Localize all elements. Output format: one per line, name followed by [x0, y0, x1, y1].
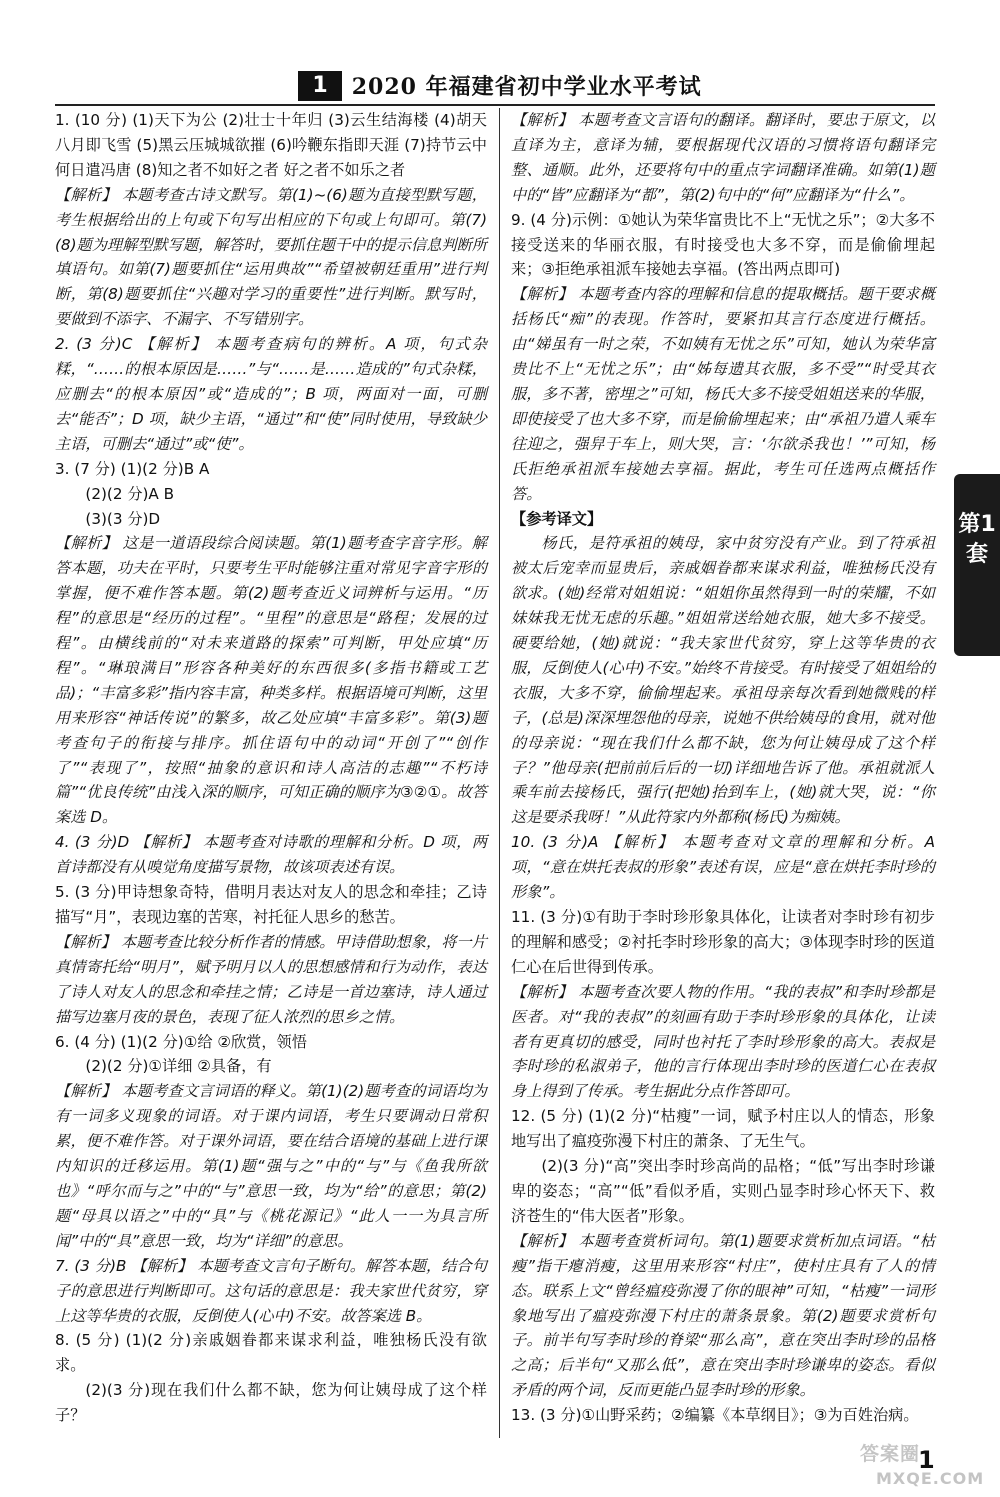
answer-5: 5. (3 分)甲诗想象奇特，借明月表达对友人的思念和牵挂；乙诗描写“月”，表现边塞的苦寒，衬托征人思乡的愁苦。 — [55, 883, 487, 926]
answer-11: 11. (3 分)①有助于李时珍形象具体化，让读者对李时珍有初步的理解和感受；②衬托李时珍形象的高大；③体现李时珍的医道仁心在后世得到传承。 — [511, 908, 935, 976]
right-column — [511, 108, 935, 1428]
analysis-6: 【解析】 本题考查文言词语的释义。第(1)(2)题考查的词语均为有一词多义现象的词语。对于课内词语，考生只要调动日常积累，便不难作答。对于课外词语，要在结合语境的基础上进行课内知识的迁移运用。第(1)题“强与之”中的“与”与《鱼我所欲也》“呼尔而与之”中的“与”意思一致，均为“给”的意思；第(2)题“母具以语之”中的“具”与《桃花源记》“此人一一为具言所闻”中的“具”意思一致，均为“详细”的意思。 — [55, 1082, 487, 1250]
answer-8-part2: (2)(3 分)现在我们什么都不缺，您为何让姨母成了这个样子？ — [55, 1381, 487, 1425]
analysis-5: 【解析】 本题考查比较分析作者的情感。甲诗借助想象，将一片真情寄托给“明月”，赋予明月以人的思想感情和行为动作，表达了诗人对友人的思念和牵挂之情；乙诗是一首边塞诗，诗人通过描写边塞月夜的景色，表现了征人浓烈的思乡之情。 — [55, 932, 487, 1026]
answer-12-part1: 12. (5 分) (1)(2 分)“枯瘦”一词，赋予村庄以人的情态，形象地写出了瘟疫弥漫下村庄的萧条、了无生气。 — [511, 1107, 935, 1151]
header-rule — [55, 104, 935, 106]
answer-8-part1: 8. (5 分) (1)(2 分)亲戚姻眷都来谋求利益，唯独杨氏没有欲求。 — [55, 1331, 487, 1375]
analysis-8: 【解析】 本题考查文言语句的翻译。翻译时，要忠于原文，以直译为主，意译为辅，要根据现代汉语的习惯将语句翻译完整、通顺。此外，还要将句中的重点字词翻译准确。如第(1)题中的“皆”应翻译为“都”，第(2)句中的“何”应翻译为“什么”。 — [511, 111, 935, 204]
answer-7: 7. (3 分)B 【解析】 本题考查文言句子断句。解答本题，结合句子的意思进行判断即可。这句话的意思是：我夫家世代贫穷，穿上这等华贵的衣服，反倒使人(心中)不安。故答案选 B。 — [55, 1256, 487, 1325]
watermark-url: MXQE.COM — [876, 1469, 985, 1488]
watermark-main: 答案圈 — [860, 1443, 921, 1465]
analysis-1: 【解析】 本题考查古诗文默写。第(1)~(6)题为直接型默写题，考生根据给出的上句或下句写出相应的下句或上句即可。第(7)(8)题为理解型默写题，解答时，要抓住题干中的提示信息判断所填语句。如第(7)题要抓住“运用典故”“希望被朝廷重用”进行判断，第(8)题要抓住“兴趣对学习的重要性”进行判断。默写时，要做到不添字、不漏字、不写错别字。 — [55, 185, 487, 329]
answer-6-part1: 6. (4 分) (1)(2 分)①给 ②欣赏，领悟 — [55, 1032, 307, 1051]
answer-4: 4. (3 分)D 【解析】 本题考查对诗歌的理解和分析。D 项，两首诗都没有从嗅觉角度描写景物，故该项表述有误。 — [55, 833, 487, 877]
answer-13: 13. (3 分)①山野采药；②编纂《本草纲目》；③为百姓治病。 — [511, 1406, 919, 1425]
set-number-badge: 1 — [298, 71, 341, 101]
translation-heading: 【参考译文】 — [511, 509, 603, 528]
answer-6-part2: (2)(2 分)①详细 ②具备，有 — [85, 1057, 272, 1076]
answer-12-part2: (2)(3 分)“高”突出李时珍高尚的品格；“低”写出李时珍谦卑的姿态；“高”“低”看似矛盾，实则凸显李时珍心怀天下、救济苍生的“伟大医者”形象。 — [511, 1157, 935, 1225]
analysis-11: 【解析】 本题考查次要人物的作用。“我的表叔”和李时珍都是医者。对“我的表叔”的刻画有助于李时珍形象的具体化，让读者有更真切的感受，同时也衬托了李时珍形象的高大。表叔是李时珍的私淑弟子，他的言行体现出李时珍的医道仁心在表叔身上得到了传承。考生据此分点作答即可。 — [511, 982, 935, 1101]
answer-3-part2: (2)(2 分)A B — [85, 484, 175, 503]
answer-2: 2. (3 分)C 【解析】 本题考查病句的辨析。A 项，句式杂糅，“……的根本原因是……”与“……是……造成的”句式杂糅，应删去“的根本原因”或“造成的”；B 项，两面对一面，可删去“能否”；D 项，缺少主语，“通过”和“使”同时使用，导致缺少主语，可删去“通过”或“使”。 — [55, 335, 487, 453]
page-number: 1 — [918, 1446, 935, 1474]
column-divider — [499, 108, 500, 1438]
translation-text: 杨氏，是符承祖的姨母，家中贫穷没有产业。到了符承祖被太后宠幸而显贵后，亲戚姻眷都来谋求利益，唯独杨氏没有欲求。(她)经常对姐姐说：“姐姐你虽然得到一时的荣耀，不如妹妹我无忧无虑的乐趣。”姐姐常送给她衣服，她大多不接受。硬要给她，(她)就说：“我夫家世代贫穷，穿上这等华贵的衣服，反倒使人(心中)不安。”始终不肯接受。有时接受了姐姐给的衣服，大多不穿，偷偷埋起来。承祖母亲每次看到她微贱的样子，(总是)深深埋怨他的母亲，说她不供给姨母的食用，就对他的母亲说：“现在我们什么都不缺，您为何让姨母成了这个样子？”他母亲(把前前后后的一切)详细地告诉了他。承祖就派人乘车前去接杨氏，强行(把她)抬到车上，(她)就大哭，说：“你这是要杀我呀！”从此符家内外都称(杨氏)为痴姨。 — [511, 534, 935, 827]
page-title: 2020 年福建省初中学业水平考试 — [351, 74, 702, 100]
answer-3-part3: (3)(3 分)D — [85, 509, 161, 528]
analysis-9: 【解析】 本题考查内容的理解和信息的提取概括。题干要求概括杨氏“痴”的表现。作答时，要紧扣其言行态度进行概括。由“娣虽有一时之荣，不如姨有无忧之乐”可知，她认为荣华富贵比不上“无忧之乐”；由“姊每遗其衣服，多不受”“时受其衣服，多不著，密埋之”可知，杨氏大多不接受姐姐送来的华服，即使接受了也大多不穿，而是偷偷埋起来；由“承祖乃遣人乘车往迎之，强舁于车上，则大哭，言：‘尔欲杀我也！’”可知，杨氏拒绝承祖派车接她去享福。据此，考生可任选两点概括作答。 — [511, 285, 935, 503]
left-column — [55, 108, 487, 1428]
answer-1: 1. (10 分) (1)天下为公 (2)壮士十年归 (3)云生结海楼 (4)胡天八月即飞雪 (5)黑云压城城欲摧 (6)吟鞭东指即天涯 (7)持节云中 何日遣冯唐 (8)知之者不如好之者 好之者不如乐之者 — [55, 111, 487, 179]
analysis-3: 【解析】 这是一道语段综合阅读题。第(1)题考查字音字形。解答本题，功夫在平时，只要考生平时能够注重对常见字音字形的掌握，便不难作答本题。第(2)题考查近义词辨析与运用。“历程”的意思是“经历的过程”。“里程”的意思是“路程；发展的过程”。由横线前的“对未来道路的探索”可判断，甲处应填“历程”。“琳琅满目”形容各种美好的东西很多(多指书籍或工艺品)；“丰富多彩”指内容丰富，种类多样。根据语境可判断，这里用来形容“神话传说”的繁多，故乙处应填“丰富多彩”。第(3)题考查句子的衔接与排序。抓住语句中的动词“开创了”“创作了”“表现了”，按照“抽象的意识和诗人高洁的志趣”“不朽诗篇”“优良传统”由浅入深的顺序，可知正确的顺序为③②①。故答案选 D。 — [55, 534, 487, 827]
analysis-12: 【解析】 本题考查赏析词句。第(1)题要求赏析加点词语。“枯瘦”指干瘪消瘦，这里用来形容“村庄”，使村庄具有了人的情态。联系上文“曾经瘟疫弥漫了你的眼神”可知，“枯瘦”一词形象地写出了瘟疫弥漫下村庄的萧条景象。第(2)题要求赏析句子。前半句写李时珍的脊梁“那么高”，意在突出李时珍的品格之高；后半句“又那么低”，意在突出李时珍谦卑的姿态。看似矛盾的两个词，反而更能凸显李时珍的形象。 — [511, 1231, 935, 1400]
answer-3-part1: 3. (7 分) (1)(2 分)B A — [55, 459, 210, 478]
watermark-logo — [842, 1436, 994, 1491]
set-tab: 第1套 — [954, 474, 1000, 656]
answer-10: 10. (3 分)A 【解析】 本题考查对文章的理解和分析。A 项，“意在烘托表叔的形象”表述有误，应是“意在烘托李时珍的形象”。 — [511, 833, 935, 902]
answer-9: 9. (4 分)示例：①她认为荣华富贵比不上“无忧之乐”；②大多不接受送来的华丽衣服，有时接受也大多不穿，而是偷偷埋起来；③拒绝承祖派车接她去享福。(答出两点即可) — [511, 210, 935, 279]
page-header — [0, 70, 1000, 101]
